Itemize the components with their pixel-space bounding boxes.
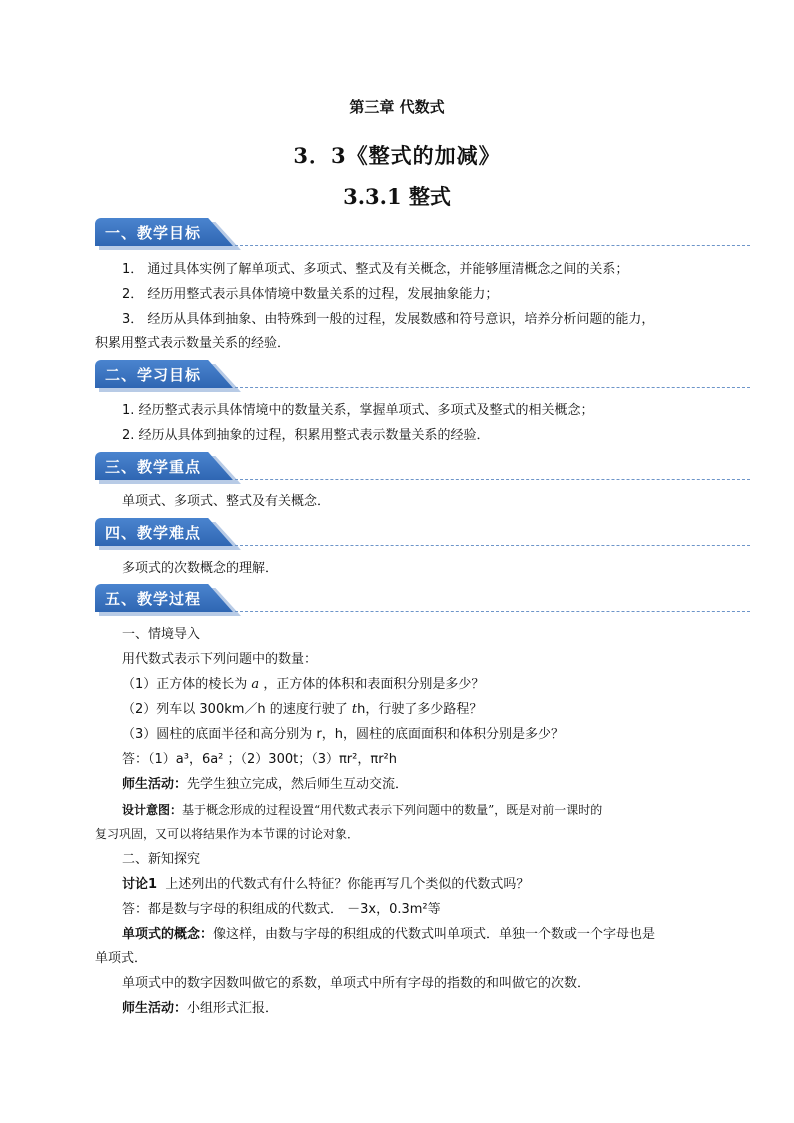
process-heading: 二、新知探究 xyxy=(122,852,201,867)
answer-1: 答：（1）a³，6a² ；（2）300t；（3）πr²，πr²h xyxy=(122,752,397,767)
dashed-divider xyxy=(235,611,750,612)
learning-item: 2. 经历从具体到抽象的过程，积累用整式表示数量关系的经验． xyxy=(122,428,490,443)
design-intent-continued: 复习巩固，又可以将结果作为本节课的讨论对象． xyxy=(95,827,360,841)
section-header-process xyxy=(95,584,750,614)
dashed-divider xyxy=(235,545,750,546)
goal-item: 1． 通过具体实例了解单项式、多项式、整式及有关概念，并能够厘清概念之间的关系； xyxy=(122,262,629,277)
teacher-student-activity: 师生活动：小组形式汇报． xyxy=(122,1001,279,1016)
answer-2: 答：都是数与字母的积组成的代数式． －3x，0.3m²等 xyxy=(122,902,441,917)
teacher-student-activity: 师生活动：先学生独立完成，然后师生互动交流． xyxy=(122,777,409,792)
coefficient-definition: 单项式中的数字因数叫做它的系数，单项式中所有字母的指数的和叫做它的次数． xyxy=(122,976,591,991)
monomial-concept: 单项式的概念：像这样，由数与字母的积组成的代数式叫单项式．单独一个数或一个字母也是 xyxy=(122,927,656,942)
dashed-divider xyxy=(235,479,750,480)
section-label: 三、教学重点 xyxy=(105,458,202,476)
monomial-concept-continued: 单项式． xyxy=(95,951,148,966)
design-intent: 设计意图：基于概念形成的过程设置“用代数式表示下列问题中的数量”，既是对前一课时的 xyxy=(122,803,603,817)
section-label: 四、教学难点 xyxy=(105,524,202,542)
section-header-key-points xyxy=(95,452,750,482)
question-1: （1）正方体的棱长为 a ，正方体的体积和表面积分别是多少？ xyxy=(122,677,485,692)
chapter-title: 第三章 代数式 xyxy=(349,98,445,116)
discussion-1: 讨论1 上述列出的代数式有什么特征？你能再写几个类似的代数式吗？ xyxy=(122,877,530,892)
section-label: 二、学习目标 xyxy=(105,366,202,384)
section-label: 五、教学过程 xyxy=(105,590,202,608)
section-header-learning-goals xyxy=(95,360,750,390)
question-2: （2）列车以 300km／h 的速度行驶了 th，行驶了多少路程？ xyxy=(122,702,483,717)
goal-item-continued: 积累用整式表示数量关系的经验． xyxy=(95,336,291,351)
process-heading: 一、情境导入 xyxy=(122,627,201,642)
question-3: （3）圆柱的底面半径和高分别为 r，h，圆柱的底面面积和体积分别是多少？ xyxy=(122,727,564,742)
section-header-difficulty xyxy=(95,518,750,548)
section-subtitle: 3.3.1 整式 xyxy=(343,184,451,209)
goal-item: 2． 经历用整式表示具体情境中数量关系的过程，发展抽象能力； xyxy=(122,287,499,302)
dashed-divider xyxy=(235,245,750,246)
key-point-text: 单项式、多项式、整式及有关概念． xyxy=(122,494,331,509)
section-header-teaching-goals xyxy=(95,218,750,248)
difficulty-text: 多项式的次数概念的理解． xyxy=(122,561,279,576)
dashed-divider xyxy=(235,387,750,388)
section-label: 一、教学目标 xyxy=(105,224,202,242)
process-text: 用代数式表示下列问题中的数量： xyxy=(122,652,318,667)
lesson-title: 3．3《整式的加减》 xyxy=(293,143,501,168)
goal-item: 3． 经历从具体到抽象、由特殊到一般的过程，发展数感和符号意识，培养分析问题的能力， xyxy=(122,312,655,327)
learning-item: 1. 经历整式表示具体情境中的数量关系，掌握单项式、多项式及整式的相关概念； xyxy=(122,403,594,418)
